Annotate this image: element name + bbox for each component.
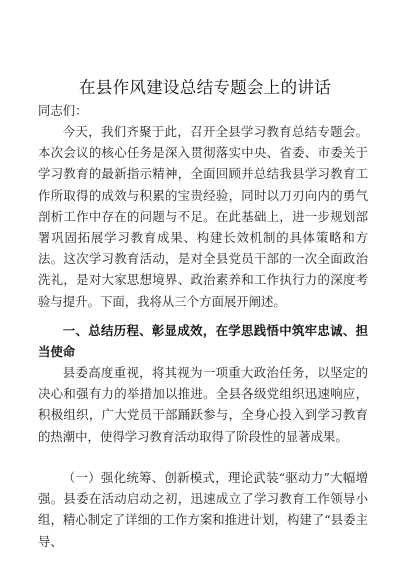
paragraph-section1-intro: 县委高度重视，将其视为一项重大政治任务，以坚定的决心和强有力的举措加以推进。全县各级党组织迅速响应，积极组织，广大党员干部踊跃参与，全身心投入到学习教育的热潮中，使得学习教育活动取得了阶段性的显著成果。 bbox=[38, 365, 368, 444]
section-heading-1: 一、总结历程、彰显成效，在学思践悟中筑牢忠诚、担当使命 bbox=[38, 323, 368, 360]
paragraph-subsection-1: （一）强化统筹、创新模式，理论武装“驱动力”大幅增强。县委在活动启动之初，迅速成立了学习教育工作领导小组，精心制定了详细的工作方案和推进计划，构建了“县委主导、 bbox=[38, 470, 368, 549]
salutation: 同志们： bbox=[38, 103, 88, 118]
document-title: 在县作风建设总结专题会上的讲话 bbox=[79, 78, 331, 97]
paragraph-intro: 今天，我们齐聚于此，召开全县学习教育总结专题会。本次会议的核心任务是深入贯彻落实中央、省委、市委关于学习教育的最新指示精神，全面回顾并总结我县学习教育工作所取得的成效与积累的宝贵经验，同时以刀刃向内的勇气剖析工作中存在的问题与不足。在此基础上，进一步规划部署巩固拓展学习教育成果、构建长效机制的具体策略和方法。这次学习教育活动，是对全县党员干部的一次全面政治洗礼，是对大家思想境界、政治素养和工作执行力的深度考验与提升。下面，我将从三个方面展开阐述。 bbox=[38, 124, 368, 309]
